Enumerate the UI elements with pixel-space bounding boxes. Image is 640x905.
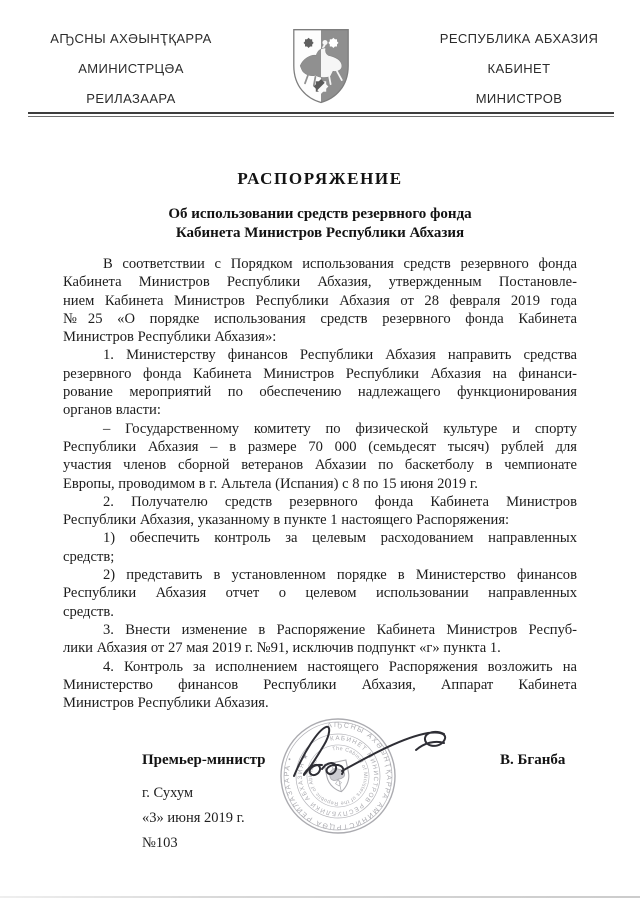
letterhead-line: РЕСПУБЛИКА АБХАЗИЯ [439, 31, 599, 46]
document-number: №103 [142, 835, 178, 851]
body-line: лики Абхазия от 27 мая 2019 г. №91, исключив подпункт «г» пункта 1. [63, 640, 501, 657]
body-line: Кабинета Министров Республики Абхазия, утвержденным Постановле- [63, 274, 577, 291]
body-line: 2) представить в установленном порядке в Министерство финансов [103, 567, 577, 584]
signer-name: В. Бганба [500, 752, 566, 768]
body-line: В соответствии с Порядком использования средств резервного фонда [103, 256, 577, 272]
letterhead-line: АҦСНЫ АХӘЫНҬҚАРРА [50, 31, 212, 46]
document-subject [0, 205, 640, 243]
body-line: Министерство финансов Республики Абхазия, Аппарат Кабинета [63, 676, 577, 693]
stamp-inner-text: The Cabinet of Ministers of the Republic of Abkhazia [307, 745, 369, 807]
letterhead-rule [28, 112, 614, 117]
subject-line: Об использовании средств резервного фонда [168, 206, 472, 222]
stamp-middle-text: КАБИНЕТ МИНИСТРОВ РЕСПУБЛИКИ АБХАЗИЯ ★ [296, 734, 380, 818]
document-date: «3» июня 2019 г. [142, 810, 245, 826]
letterhead-line: РЕИЛАЗААРА [86, 91, 176, 106]
star-right [328, 38, 338, 48]
body-line: Республики Абхазия, указанному в пункте 1 настоящего Распоряжения: [63, 512, 510, 529]
body-line: рование мероприятий по обеспечению надлежащего функционирования [63, 384, 577, 401]
letterhead-line: АМИНИСТРЦӘА [78, 61, 184, 76]
document-body [63, 255, 577, 712]
subject-line: Кабинета Министров Республики Абхазия [175, 225, 465, 241]
document-place: г. Сухум [142, 785, 194, 801]
body-line: резервного фонда Кабинета Министров Республики Абхазия на финанси- [63, 365, 577, 382]
body-line: Республики Абхазия – в размере 70 000 (семьдесят тысяч) рублей для [63, 438, 577, 455]
letterhead-line: МИНИСТРОВ [475, 91, 563, 106]
page-bottom-scan-edge [0, 896, 640, 898]
letterhead-line: КАБИНЕТ [487, 61, 551, 76]
body-line: нием Кабинета Министров Республики Абхазия от 28 февраля 2019 года [63, 292, 577, 309]
signature-handwriting-icon [272, 714, 468, 806]
document-title: РАСПОРЯЖЕНИЕ [237, 169, 403, 188]
body-line: Европы, проводимом в г. Альтела (Испания) с 8 по 15 июня 2019 г. [63, 475, 478, 492]
body-line: средств; [63, 548, 115, 565]
letterhead-russian [408, 24, 630, 114]
body-line: Министров Республики Абхазия»: [63, 329, 277, 346]
body-line: Республики Абхазия отчет о целевом использовании направленных [63, 585, 577, 602]
body-line: средств. [63, 603, 114, 620]
star-bottom [314, 79, 329, 94]
signer-role: Премьер-министр [142, 752, 266, 768]
body-line: №25 «О порядке использования средств резервного фонда Кабинета [63, 310, 577, 327]
body-line: органов власти: [63, 402, 161, 419]
body-line: 2. Получателю средств резервного фонда Кабинета Министров [103, 493, 577, 510]
body-line: 1) обеспечить контроль за целевым расходованием направленных [103, 530, 577, 547]
letterhead-abkhaz [20, 24, 242, 114]
body-line: 3. Внести изменение в Распоряжение Кабинета Министров Респуб- [103, 621, 577, 638]
body-line: 4. Контроль за исполнением настоящего Распоряжения возложить на [103, 658, 577, 675]
coat-of-arms-icon [289, 27, 353, 106]
body-line: 1. Министерству финансов Республики Абхазия направить средства [103, 347, 577, 364]
body-line: Министров Республики Абхазия. [63, 695, 269, 712]
body-line: – Государственному комитету по физической культуре и спорту [103, 420, 577, 437]
stamp-outer-text: АҦСНЫ АХӘЫНҬҚАРРА АМИНИСТРЦӘА РЕИЛАЗААРА • [283, 721, 393, 831]
body-line: участия членов сборной ветеранов Абхазии по баскетболу в чемпионате [63, 457, 577, 474]
star-left [304, 38, 314, 48]
